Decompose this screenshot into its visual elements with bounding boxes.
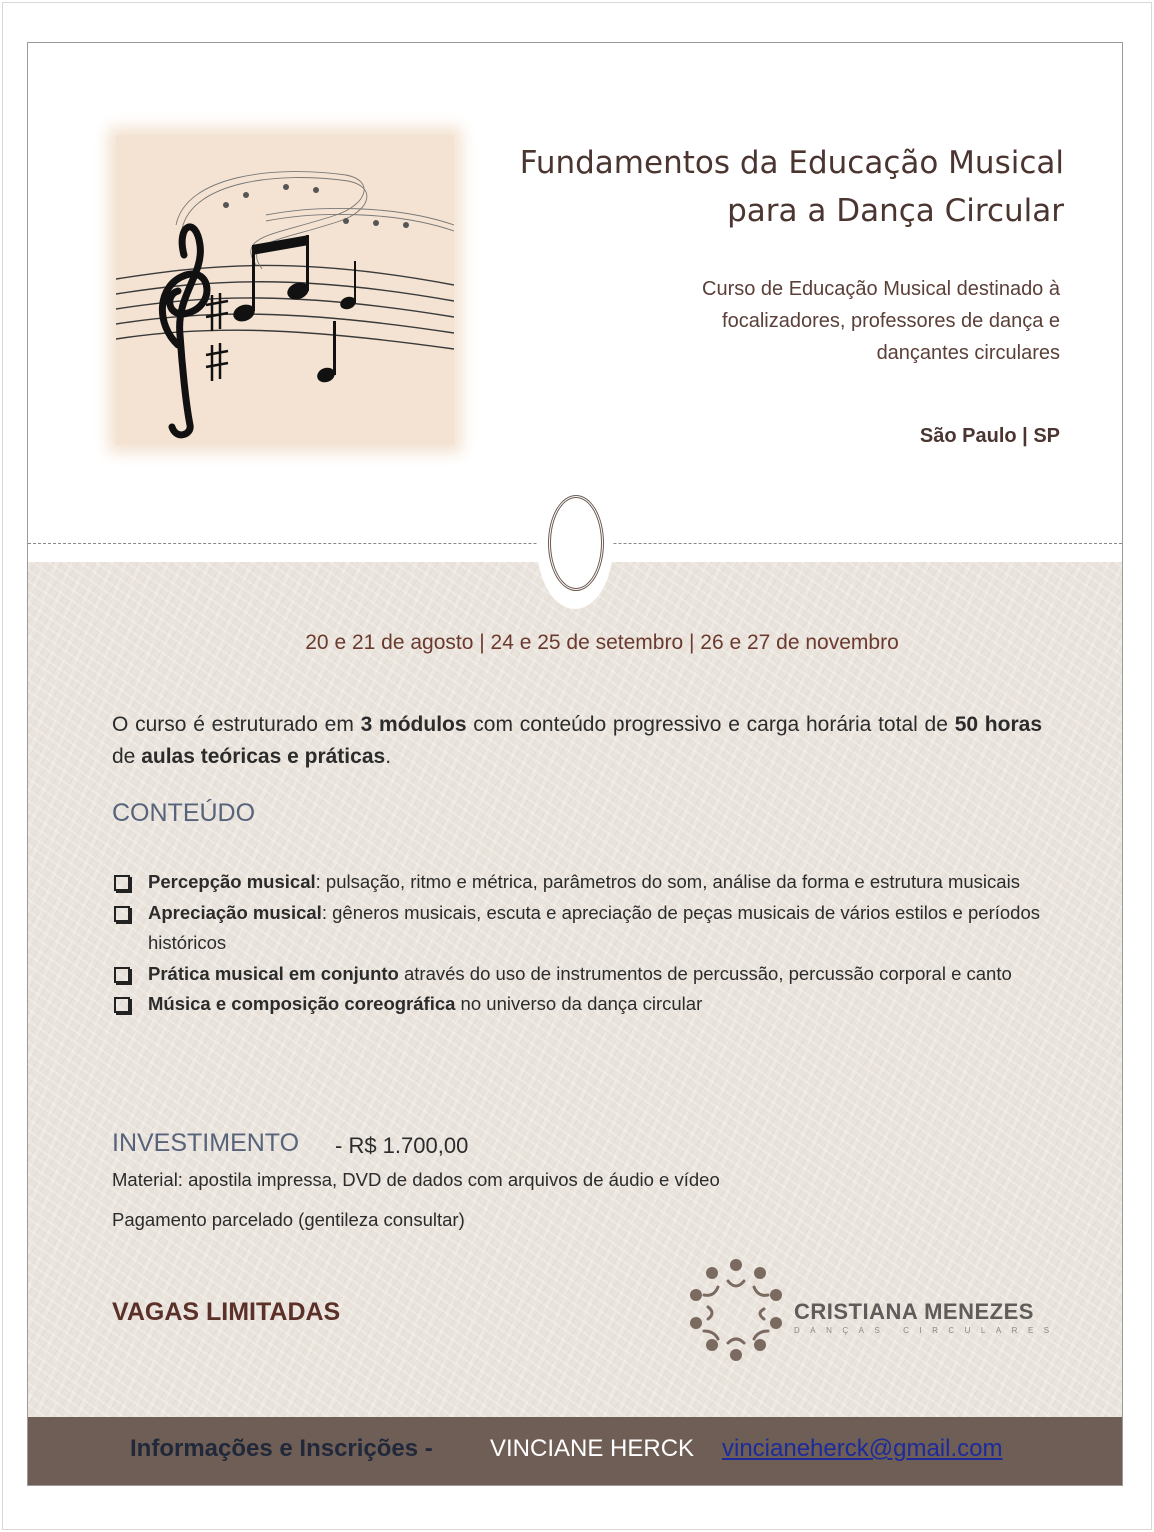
list-item-text: : gêneros musicais, escuta e apreciação de peças musicais de vários estilos e períodos históricos bbox=[148, 901, 1041, 953]
contact-email-link[interactable]: vincianeherck@gmail.com bbox=[722, 1435, 1003, 1462]
list-item-title: Percepção musical bbox=[148, 871, 316, 892]
list-item-text: : pulsação, ritmo e métrica, parâmetros do som, análise da forma e estrutura musicais bbox=[315, 871, 1020, 892]
content-heading: CONTEÚDO bbox=[112, 799, 256, 827]
list-item-title: Apreciação musical bbox=[148, 901, 322, 923]
intro-paragraph bbox=[112, 709, 1042, 773]
footer-label: Informações e Inscrições - bbox=[130, 1435, 433, 1462]
list-item bbox=[112, 959, 1040, 990]
subtitle-line-3: dançantes circulares bbox=[876, 342, 1060, 364]
intro-text-4: . bbox=[385, 745, 392, 768]
brand-name: CRISTIANA MENEZES bbox=[794, 1299, 1034, 1324]
intro-modules: 3 módulos bbox=[360, 713, 467, 736]
list-item-title: Música e composição coreográfica bbox=[148, 993, 456, 1014]
oval-ornament-icon bbox=[548, 495, 604, 591]
intro-text-3: de bbox=[112, 745, 142, 768]
payment-info: Pagamento parcelado (gentileza consultar) bbox=[112, 1209, 465, 1230]
limited-spots: VAGAS LIMITADAS bbox=[112, 1298, 341, 1326]
content-list bbox=[112, 867, 1040, 1020]
checkbox-bullet-icon bbox=[114, 906, 130, 922]
dancers-circle-icon bbox=[676, 1251, 796, 1371]
investment-heading: INVESTIMENTO bbox=[112, 1129, 300, 1157]
course-title bbox=[444, 139, 1064, 235]
list-item bbox=[112, 989, 1040, 1020]
intro-text-2: com conteúdo progressivo e carga horária total de bbox=[466, 713, 955, 736]
checkbox-bullet-icon bbox=[114, 875, 130, 891]
location: São Paulo | SP bbox=[919, 425, 1060, 447]
course-dates: 20 e 21 de agosto | 24 e 25 de setembro | 26 e 27 de novembro bbox=[305, 631, 899, 654]
list-item bbox=[112, 867, 1040, 898]
title-line-2: para a Dança Circular bbox=[727, 193, 1064, 229]
checkbox-bullet-icon bbox=[114, 997, 130, 1013]
list-item bbox=[112, 898, 1040, 959]
intro-classes: aulas teóricas e práticas bbox=[141, 745, 386, 768]
subtitle-line-2: focalizadores, professores de dança e bbox=[722, 310, 1060, 332]
treble-clef-icon bbox=[116, 135, 454, 445]
intro-hours: 50 horas bbox=[954, 713, 1042, 736]
intro-text-1: O curso é estruturado em bbox=[112, 713, 361, 736]
list-item-text: através do uso de instrumentos de percussão, percussão corporal e canto bbox=[398, 962, 1012, 984]
brand-tagline: DANÇAS CIRCULARES bbox=[794, 1326, 1060, 1335]
price: - R$ 1.700,00 bbox=[335, 1133, 469, 1158]
title-line-1: Fundamentos da Educação Musical bbox=[519, 145, 1064, 181]
material-info: Material: apostila impressa, DVD de dados com arquivos de áudio e vídeo bbox=[112, 1169, 720, 1190]
contact-name: VINCIANE HERCK bbox=[490, 1435, 695, 1462]
checkbox-bullet-icon bbox=[114, 967, 130, 983]
subtitle-line-1: Curso de Educação Musical destinado à bbox=[702, 278, 1060, 300]
course-subtitle bbox=[540, 273, 1060, 369]
list-item-text: no universo da dança circular bbox=[455, 993, 703, 1014]
list-item-title: Prática musical em conjunto bbox=[148, 962, 399, 984]
music-notes-image bbox=[116, 135, 454, 445]
flyer bbox=[27, 42, 1123, 1486]
footer-bar bbox=[28, 1417, 1122, 1485]
